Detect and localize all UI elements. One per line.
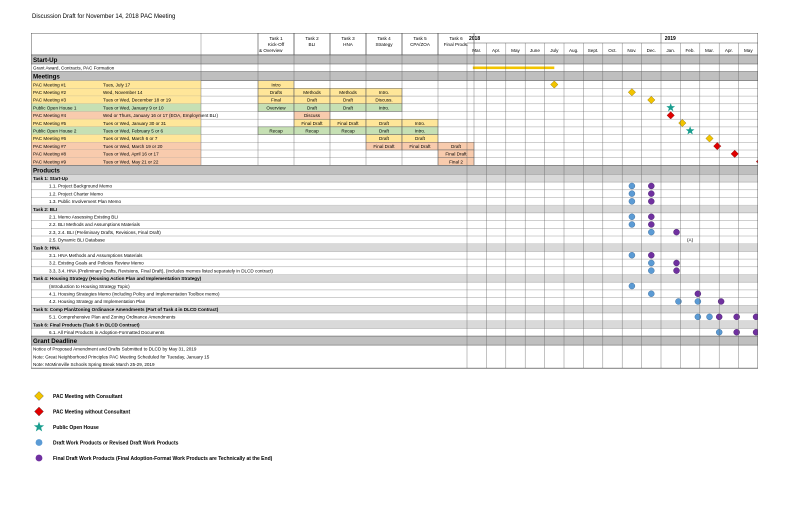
task-header-title: Strategy xyxy=(375,42,393,47)
deadline-row-label: Note: Great Neighborhood Principles PAC Meeting Scheduled for Tuesday, January 15 xyxy=(33,354,210,360)
task-header-number: Task 5 xyxy=(413,36,427,41)
meeting-date: Tues, July 17 xyxy=(103,82,131,88)
meeting-name: PAC Meeting #2 xyxy=(33,90,67,95)
product-item-label: 2.5. Dynamic BLI Database xyxy=(49,237,105,243)
year-2018-label: 2018 xyxy=(469,36,481,42)
product-task-title: Task 6: Final Products (Task 5 in DLCD Contract) xyxy=(33,322,140,328)
task-cell-text: Overview xyxy=(266,105,286,111)
task-cell-text: Drafts xyxy=(269,90,283,95)
task-cell-text: Methods xyxy=(303,90,321,95)
meeting-name: Public Open House 2 xyxy=(33,128,77,134)
meeting-name: Public Open House 1 xyxy=(33,105,77,111)
task-cell-text: Final Draft xyxy=(409,143,431,149)
meeting-date: Tues or Wed, May 21 or 22 xyxy=(103,159,159,165)
product-task-title: Task 3: HNA xyxy=(33,245,60,251)
task-cell-text: Draft xyxy=(343,97,353,103)
section-title: Meetings xyxy=(33,73,60,81)
task-header-number: Task 4 xyxy=(377,36,391,41)
meeting-date: Tues or Wed, February 5 or 6 xyxy=(103,128,163,134)
task-cell-text: Draft xyxy=(415,136,425,142)
task-header-subtitle: & Overview xyxy=(259,48,283,53)
year-2019-label: 2019 xyxy=(664,36,676,42)
month-label: Mar. xyxy=(472,48,482,53)
final-product-circle xyxy=(674,268,680,274)
task-cell-text: Recap xyxy=(269,128,283,134)
final-product-circle xyxy=(648,191,654,197)
meeting-date: Tues or Wed, January 30 or 31 xyxy=(103,120,167,126)
month-label: Apr. xyxy=(724,48,733,53)
month-label: May xyxy=(511,48,520,53)
legend xyxy=(31,388,431,468)
final-product-circle xyxy=(674,229,680,235)
legend-label: PAC Meeting with Consultant xyxy=(53,393,123,400)
product-item-label: 6.1. All Final Products in Adoption-Formatted Documents xyxy=(49,330,165,335)
task-cell-text: Intro xyxy=(271,82,281,88)
legend-label: Draft Work Products or Revised Draft Work Products xyxy=(53,440,179,447)
draft-product-circle xyxy=(629,283,635,289)
pac-no-consultant-diamond xyxy=(731,150,738,157)
meeting-date: Wed or Thurs, January 16 or 17 (EOA, Employment BLI) xyxy=(103,113,218,119)
open-house-star xyxy=(686,126,695,134)
meeting-date: Tues or Wed, January 9 or 10 xyxy=(103,105,164,111)
pac-meeting-diamond-icon xyxy=(34,391,43,400)
draft-product-circle xyxy=(707,314,713,320)
month-label: May xyxy=(743,48,753,53)
draft-product-circle xyxy=(648,268,654,274)
month-label: Sept. xyxy=(587,48,599,53)
task-cell-text: Recap xyxy=(341,128,355,134)
task-cell-text: Intro. xyxy=(414,128,426,134)
month-label: June xyxy=(529,48,540,53)
product-item-label: 3.2. Existing Goals and Policies Review Memo xyxy=(49,260,144,266)
product-task-band xyxy=(31,205,758,213)
draft-product-circle xyxy=(629,221,635,227)
task-header-title: Final Prods. xyxy=(443,42,469,47)
draft-product-circle-icon xyxy=(36,439,43,446)
pac-meeting-diamond xyxy=(648,96,655,103)
task-cell-text: Draft xyxy=(379,120,389,126)
product-item-label: (Introduction to Housing Strategy Topic) xyxy=(49,283,130,289)
task-cell-text: Draft xyxy=(343,105,353,111)
task-cell-text: Recap xyxy=(305,128,319,134)
meeting-name: PAC Meeting #4 xyxy=(33,113,67,119)
pac-meeting-diamond xyxy=(706,135,713,142)
product-task-title: Task 5: Comp Plan/Zoning Ordinance Amendments (Part of Task 4 in DLCD Contract) xyxy=(33,306,219,312)
draft-product-circle xyxy=(629,191,635,197)
month-label: Dec. xyxy=(646,48,657,53)
task-cell-text: Intro. xyxy=(378,105,390,111)
task-cell-text: Draft xyxy=(379,136,389,142)
section-band xyxy=(31,72,758,81)
draft-product-circle xyxy=(648,260,654,266)
meeting-name: PAC Meeting #9 xyxy=(33,159,67,165)
schedule-chart xyxy=(31,33,758,374)
month-label: Jan. xyxy=(666,48,676,53)
task-cell-text: Draft xyxy=(307,97,317,103)
task-cell-text: Draft xyxy=(451,143,461,149)
deadline-row-label: Note: McMinnville Schools Spring Break March 25-29, 2019 xyxy=(33,362,155,368)
task-cell-text: Final xyxy=(271,97,281,103)
section-band xyxy=(31,165,758,174)
task-cell-text: Final Draft xyxy=(373,143,395,149)
pac-meeting-diamond xyxy=(628,89,635,96)
meeting-name: PAC Meeting #7 xyxy=(33,143,67,149)
product-item-label: 3.3, 3.4. HNA (Preliminary Drafts, Revisions, Final Draft), (includes memos listed separately in DLCD contract) xyxy=(49,268,273,274)
meeting-date: Tues or Wed, December 18 or 19 xyxy=(103,97,171,103)
task-cell-text: Methods xyxy=(339,90,357,95)
draft-product-circle xyxy=(629,198,635,204)
month-label: Mar. xyxy=(705,48,714,53)
pac-no-consultant-diamond xyxy=(714,142,721,149)
final-product-circle xyxy=(753,314,758,320)
task-cell-text: Draft xyxy=(379,128,389,134)
open-house-star-icon xyxy=(34,422,44,432)
month-label: Oct. xyxy=(608,48,617,53)
meeting-name: PAC Meeting #1 xyxy=(33,82,67,88)
startup-gantt-bar xyxy=(473,67,554,70)
product-item-label: 1.1. Project Background Memo xyxy=(49,183,113,189)
product-item-label: 4.1. Housing Strategies Memo (including Policy and Implementation Toolbox memo) xyxy=(49,291,220,297)
task-header-title: Kick-Off xyxy=(267,42,285,47)
draft-product-circle xyxy=(629,214,635,220)
product-task-title: Task 4: Housing Strategy (Housing Action Plan and Implementation Strategy) xyxy=(33,276,202,282)
meeting-name: PAC Meeting #5 xyxy=(33,120,67,126)
task-header-number: Task 6 xyxy=(449,36,463,41)
startup-row-label: Grant Award, Contracts, PAC Formation xyxy=(33,65,115,71)
task-cell-text: Final Draft xyxy=(301,120,323,126)
pac-no-consultant-diamond-icon xyxy=(34,407,43,416)
meeting-date: Tues or Wed, March 19 or 20 xyxy=(103,143,163,149)
product-item-label: 5.1. Comprehensive Plan and Zoning Ordinance Amendments xyxy=(49,314,176,320)
task-header-number: Task 3 xyxy=(341,36,355,41)
final-product-circle xyxy=(648,214,654,220)
legend-label: Final Draft Work Products (Final Adoption-Format Work Products are Technically at the End) xyxy=(53,455,273,462)
product-item-label: 1.2. Project Charter Memo xyxy=(49,191,103,197)
product-item-label: 1.3. Public Involvement Plan Memo xyxy=(49,199,122,205)
section-title: Products xyxy=(33,167,60,175)
meeting-name: PAC Meeting #3 xyxy=(33,97,67,103)
product-item-label: 2.2. BLI Methods and Assumptions Materials xyxy=(49,222,140,228)
final-product-circle xyxy=(753,329,758,335)
task-cell-text: Final Draft xyxy=(445,151,467,157)
final-product-circle xyxy=(648,198,654,204)
product-note: (A) xyxy=(687,237,694,243)
meeting-name: PAC Meeting #8 xyxy=(33,151,67,157)
product-item-label: 2.1. Memo Assessing Existing BLI xyxy=(49,214,119,220)
product-item-label: 4.2. Housing Strategy and Implementation Plan xyxy=(49,299,146,305)
product-item-label: 3.1. HNA Methods and Assumptions Materials xyxy=(49,253,143,258)
product-task-band xyxy=(31,321,758,329)
task-header-title: BLI xyxy=(308,42,316,47)
task-cell-text: Final 2 xyxy=(449,159,463,165)
final-product-circle xyxy=(648,221,654,227)
section-band xyxy=(31,55,758,64)
task-cell-text: Final Draft xyxy=(337,120,359,126)
section-title: Grant Deadline xyxy=(33,338,78,346)
month-label: Feb. xyxy=(685,48,695,53)
draft-product-circle xyxy=(648,229,654,235)
draft-product-circle xyxy=(648,291,654,297)
final-product-circle xyxy=(648,183,654,189)
task-cell-text: Intro. xyxy=(378,90,390,95)
legend-label: PAC Meeting without Consultant xyxy=(53,409,131,416)
month-label: July xyxy=(550,48,559,53)
product-task-band xyxy=(31,174,758,182)
month-label: Aug. xyxy=(568,48,579,53)
meeting-date: Tues or Wed, April 16 or 17 xyxy=(103,151,159,157)
product-task-title: Task 1: Start-Up xyxy=(33,176,68,181)
task-cell-text: Discuss xyxy=(303,113,321,119)
task-header-number: Task 2 xyxy=(305,36,319,41)
product-item-label: 2.3, 2.4. BLI (Preliminary Drafts, Revisions, Final Draft) xyxy=(49,229,161,235)
section-title: Start-Up xyxy=(33,57,58,64)
task-cell-text: Intro. xyxy=(414,120,426,126)
meeting-name: PAC Meeting #6 xyxy=(33,136,67,142)
product-task-band xyxy=(31,244,758,252)
deadline-row-label: Notice of Proposed Amendment and Drafts Submitted to DLCD by May 31, 2019 xyxy=(33,346,197,352)
pac-meeting-diamond xyxy=(679,119,686,126)
task-cell-text: Discuss. xyxy=(375,97,393,103)
month-label: Nov. xyxy=(627,48,637,53)
meeting-date: Wed, November 14 xyxy=(103,90,143,95)
pac-no-consultant-diamond xyxy=(667,112,674,119)
final-product-circle xyxy=(648,252,654,258)
section-band xyxy=(31,336,758,345)
task-header-title: CPA/ZOA xyxy=(410,42,430,47)
task-header-number: Task 1 xyxy=(269,36,283,41)
page-title: Discussion Draft for November 14, 2018 PAC Meeting xyxy=(32,14,176,20)
pac-meeting-diamond xyxy=(551,81,558,88)
final-product-circle xyxy=(674,260,680,266)
final-product-circle-icon xyxy=(36,455,43,462)
draft-product-circle xyxy=(629,183,635,189)
draft-product-circle xyxy=(629,252,635,258)
open-house-star xyxy=(666,103,675,111)
product-task-title: Task 2: BLI xyxy=(33,206,58,212)
task-cell-text: Draft xyxy=(307,105,317,111)
legend-label: Public Open House xyxy=(53,424,99,431)
month-label: Apr. xyxy=(492,48,501,53)
task-header-title: HNA xyxy=(343,42,353,47)
meeting-date: Tues or Wed, March 6 or 7 xyxy=(103,136,158,142)
